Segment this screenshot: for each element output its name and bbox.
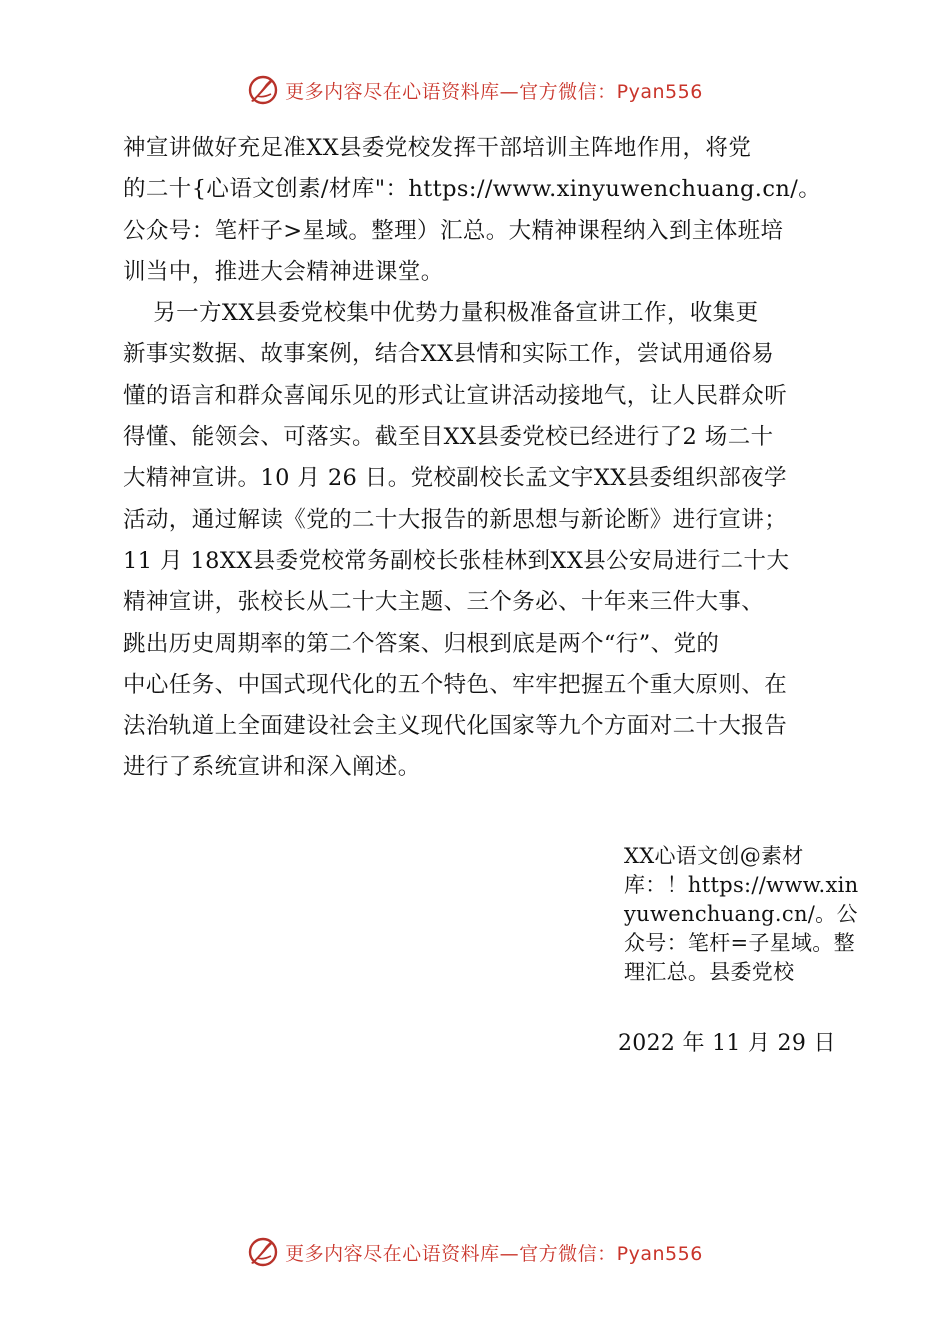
text-line: 神宣讲做好充足准XX县委党校发挥干部培训主阵地作用，将党 (123, 135, 752, 161)
document-body (123, 128, 853, 789)
header-banner-text: 更多内容尽在心语资料库—官方微信：Pyan556 (285, 80, 703, 103)
footer-banner-text: 更多内容尽在心语资料库—官方微信：Pyan556 (285, 1242, 703, 1265)
footer-banner (0, 1232, 950, 1272)
signature-date: 2022 年 11 月 29 日 (618, 1031, 836, 1056)
text-line: 训当中，推进大会精神进课堂。 (123, 258, 444, 285)
text-line: 懂的语言和群众喜闻乐见的形式让宣讲活动接地气，让人民群众听 (123, 382, 788, 409)
text-line: 11 月 18XX县委党校常务副校长张桂林到XX县公安局进行二十大 (123, 547, 790, 574)
text-line: 进行了系统宣讲和深入阐述。 (123, 754, 421, 781)
text-line: 中心任务、中国式现代化的五个特色、牢牢把握五个重大原则、在 (123, 671, 788, 698)
text-line: 法治轨道上全面建设社会主义现代化国家等九个方面对二十大报告 (123, 713, 788, 740)
header-banner (0, 70, 950, 110)
text-line: 的二十{心语文创素/材库"：https://www.xinyuwenchuang.cn/。 (123, 176, 822, 203)
text-line: 大精神宣讲。10 月 26 日。党校副校长孟文宇XX县委组织部夜学 (123, 465, 787, 492)
text-line: 公众号：笔杆子>星域。整理）汇总。大精神课程纳入到主体班培 (123, 217, 784, 244)
text-line: 另一方XX县委党校集中优势力量积极准备宣讲工作，收集更 (123, 300, 759, 327)
signature-block: XX心语文创@素材库：！https://www.xinyuwenchuang.cn/。公众号：笔杆=子星域。整理汇总。县委党校 (624, 844, 859, 984)
text-line: 新事实数据、故事案例，结合XX县情和实际工作，尝试用通俗易 (123, 341, 775, 368)
pen-circle-logo-icon (247, 1236, 279, 1268)
text-line: 精神宣讲，张校长从二十大主题、三个务必、十年来三件大事、 (123, 589, 765, 616)
text-line: 得懂、能领会、可落实。截至目XX县委党校已经进行了2 场二十 (123, 424, 774, 451)
text-line: 活动，通过解读《党的二十大报告的新思想与新论断》进行宣讲； (123, 506, 788, 533)
text-line: 跳出历史周期率的第二个答案、归根到底是两个“行”、党的 (123, 630, 720, 657)
pen-circle-logo-icon (247, 74, 279, 106)
